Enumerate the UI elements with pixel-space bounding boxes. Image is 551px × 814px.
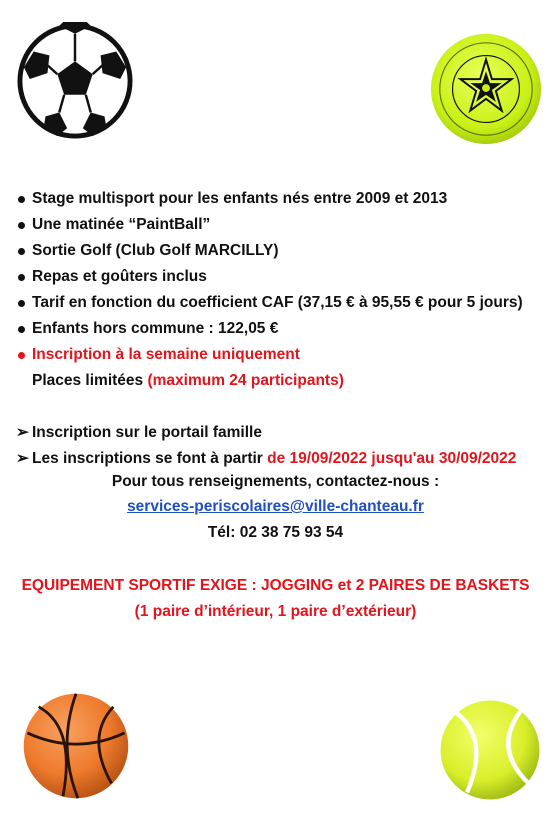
- bullet-dot: [18, 326, 25, 333]
- list-item-text: Une matinée “PaintBall”: [32, 216, 211, 233]
- list-item: [18, 186, 551, 212]
- list-item: [18, 264, 551, 290]
- list-item-text: Enfants hors commune : 122,05 €: [32, 320, 279, 337]
- bullet-dot: [18, 248, 25, 255]
- places-label: Places limitées: [32, 372, 148, 389]
- arrow-bullet-icon: ➢: [16, 450, 29, 467]
- email-link[interactable]: services-periscolaires@ville-chanteau.fr: [127, 498, 424, 515]
- frisbee-icon: [427, 30, 545, 148]
- bullet-dot: [18, 196, 25, 203]
- bullet-dot: [18, 352, 25, 359]
- basketball-icon: [20, 690, 132, 802]
- bullet-list: [18, 186, 551, 394]
- arrow-bullet-icon: ➢: [16, 424, 29, 441]
- list-item: [18, 316, 551, 342]
- list-item: [18, 238, 551, 264]
- equipment-notice: EQUIPEMENT SPORTIF EXIGE : JOGGING et 2 PAIRES DE BASKETS: [21, 577, 530, 594]
- list-item-text: Inscription à la semaine uniquement: [32, 346, 300, 363]
- list-item-text: Repas et goûters inclus: [32, 268, 207, 285]
- registration-dates: de 19/09/2022 jusqu'au 30/09/2022: [267, 450, 517, 467]
- bullet-dot: [18, 274, 25, 281]
- contact-intro: Pour tous renseignements, contactez-nous :: [111, 473, 440, 490]
- places-max: (maximum 24 participants): [147, 372, 344, 389]
- bullet-dot: [18, 300, 25, 307]
- arrow-item: [16, 420, 551, 446]
- arrow-item: [16, 446, 551, 472]
- soccer-ball-icon: [16, 22, 134, 140]
- arrow-item-text: Inscription sur le portail famille: [32, 424, 262, 441]
- list-item: [18, 342, 551, 368]
- list-item-text: Sortie Golf (Club Golf MARCILLY): [32, 242, 279, 259]
- list-item-text: Stage multisport pour les enfants nés entre 2009 et 2013: [32, 190, 448, 207]
- tennis-ball-icon: [437, 697, 543, 803]
- list-item-text: Tarif en fonction du coefficient CAF (37,15 € à 95,55 € pour 5 jours): [32, 294, 523, 311]
- phone-number: Tél: 02 38 75 93 54: [207, 524, 344, 541]
- arrow-list: [16, 420, 551, 472]
- equipment-details: (1 paire d’intérieur, 1 paire d’extérieur): [134, 603, 417, 620]
- list-item: [18, 212, 551, 238]
- arrow-item-text: Les inscriptions se font à partir: [32, 450, 268, 467]
- places-line: [18, 368, 551, 394]
- bullet-dot: [18, 222, 25, 229]
- list-item: [18, 290, 551, 316]
